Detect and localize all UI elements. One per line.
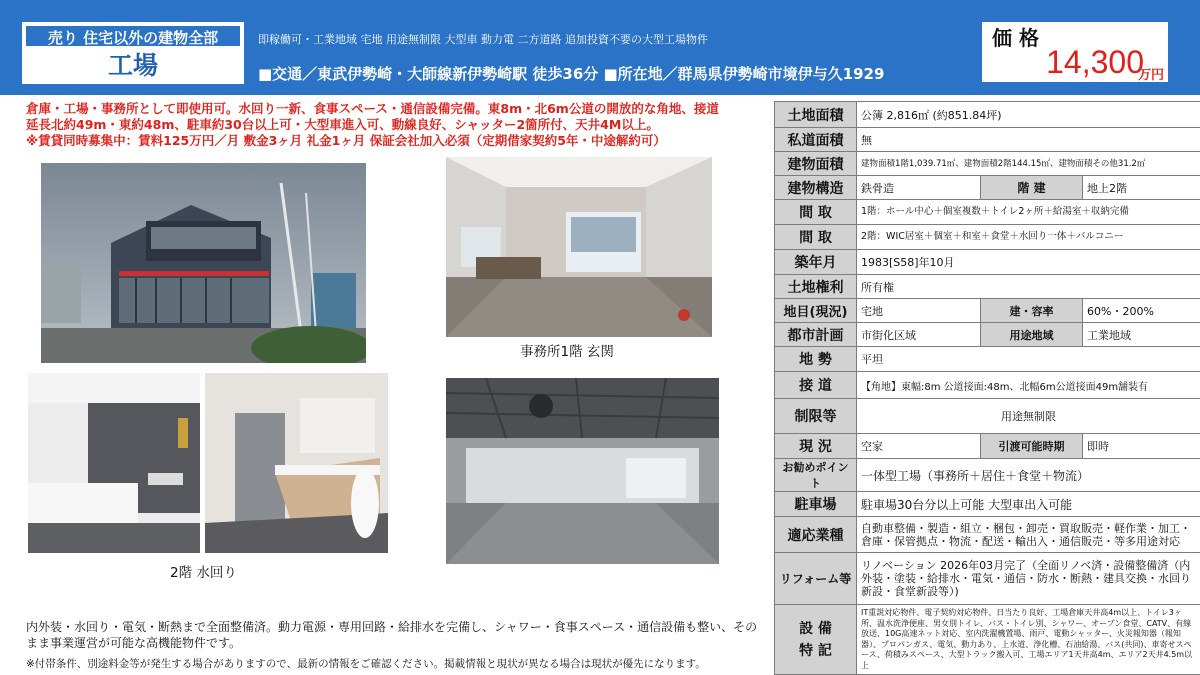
spec-label-parking: 駐車場 [775, 492, 857, 517]
spec-label-recommend: お勧めポイント [775, 459, 857, 492]
spec-layout-1: 1階：ホール中心＋個室複数＋トイレ2ヶ所＋給湯室＋収納完備 [857, 200, 1200, 225]
spec-road: 【角地】東幅:8m 公道接面:48m、北幅6m公道接面49m舗装有 [857, 372, 1200, 399]
spec-parking: 駐車場30台分以上可能 大型車出入可能 [857, 492, 1200, 517]
spec-floors: 地上2階 [1083, 176, 1200, 200]
spec-industry: 自動車整備・製造・組立・梱包・卸売・買取販売・軽作業・加工・倉庫・保管拠点・物流・配送・輸出入・通信販売・等多用途対応 [857, 517, 1200, 553]
spec-recommend: 一体型工場（事務所＋居住＋食堂＋物流） [857, 459, 1200, 492]
spec-label-building-area: 建物面積 [775, 152, 857, 176]
spec-built: 1983[S58]年10月 [857, 250, 1200, 275]
spec-private-road: 無 [857, 128, 1200, 152]
spec-label-status: 現 況 [775, 434, 857, 459]
header-bar [0, 0, 1200, 95]
price-unit: 万円 [1138, 64, 1164, 83]
caption-entrance: 事務所1階 玄関 [520, 340, 614, 360]
intro-line-1: 倉庫・工場・事務所として即使用可。水回り一新、食事スペース・通信設備完備。東8m・北6m公道の開放的な角地、接道 [26, 101, 766, 117]
spec-building-area: 建物面積1階1,039.71㎡、建物面積2階144.15㎡、建物面積その他31.2㎡ [857, 152, 1200, 176]
spec-label-equipment: 設 備 特 記 [775, 605, 857, 675]
spec-handover: 即時 [1083, 434, 1200, 459]
spec-table [774, 101, 1200, 675]
spec-structure: 鉄骨造 [857, 176, 981, 200]
spec-status: 空家 [857, 434, 981, 459]
spec-reform: リノベーション 2026年03月完了（全面リノベ済・設備整備済（内外装・塗装・給排水・電気・通信・防水・断熱・建具交換・水回り新設・食堂新設等）) [857, 553, 1200, 605]
spec-terrain: 平坦 [857, 347, 1200, 372]
price-label: 価 格 [992, 22, 1039, 51]
bottom-description: 内外装・水回り・電気・断熱まで全面整備済。動力電源・専用回路・給排水を完備し、シャワー・食事スペース・通信設備も整い、そのまま事業運営が可能な高機能物件です。 [26, 619, 766, 651]
spec-label-terrain: 地 勢 [775, 347, 857, 372]
header-access: ■交通／東武伊勢崎・大師線新伊勢崎駅 徒歩36分 ■所在地／群馬県伊勢崎市境伊与久1929 [258, 63, 884, 84]
spec-label-road: 接 道 [775, 372, 857, 399]
price-value: 14,300 [1046, 44, 1144, 81]
spec-label-private-road: 私道面積 [775, 128, 857, 152]
intro-line-3: ※賃貸同時募集中：賃料125万円／月 敷金3ヶ月 礼金1ヶ月 保証会社加入必須（定期借家契約5年・中途解約可） [26, 133, 766, 149]
price-box [982, 22, 1168, 82]
photo-factory [446, 378, 719, 564]
spec-layout-2: 2階：WIC居室＋個室＋和室＋食堂＋水回り一体＋バルコニー [857, 225, 1200, 250]
photo-exterior [41, 163, 366, 363]
spec-label-land-area: 土地面積 [775, 102, 857, 128]
spec-label-reform: リフォーム等 [775, 553, 857, 605]
spec-label-restriction: 制限等 [775, 399, 857, 434]
spec-label-floors: 階 建 [981, 176, 1083, 200]
spec-label-industry: 適応業種 [775, 517, 857, 553]
spec-label-layout-1: 間 取 [775, 200, 857, 225]
spec-label-handover: 引渡可能時期 [981, 434, 1083, 459]
footnote: ※付帯条件、別途料金等が発生する場合がありますので、最新の情報をご確認ください。掲載情報と現状が異なる場合は現状が優先になります。 [26, 656, 706, 671]
category-box [22, 22, 244, 84]
category-top: 売り 住宅以外の建物全部 [24, 24, 242, 48]
spec-label-structure: 建物構造 [775, 176, 857, 200]
spec-restriction: 用途無制限 [857, 399, 1200, 434]
spec-land-right: 所有権 [857, 275, 1200, 299]
photo-kitchen [205, 373, 388, 553]
photo-entrance [446, 157, 712, 337]
photo-bathroom [28, 373, 200, 553]
spec-label-land-category: 地目(現況) [775, 299, 857, 323]
spec-label-zoning: 用途地域 [981, 323, 1083, 347]
caption-water: 2階 水回り [170, 561, 237, 581]
spec-label-city-plan: 都市計画 [775, 323, 857, 347]
spec-label-coverage: 建・容率 [981, 299, 1083, 323]
category-main: 工場 [24, 48, 242, 84]
spec-coverage: 60%・200% [1083, 299, 1200, 323]
spec-land-area: 公簿 2,816㎡ (約851.84坪) [857, 102, 1200, 128]
spec-label-land-right: 土地権利 [775, 275, 857, 299]
spec-label-built: 築年月 [775, 250, 857, 275]
spec-zoning: 工業地域 [1083, 323, 1200, 347]
spec-city-plan: 市街化区域 [857, 323, 981, 347]
spec-label-layout-2: 間 取 [775, 225, 857, 250]
intro-line-2: 延長北約49m・東約48m、駐車約30台以上可・大型車進入可、動線良好、シャッター2箇所付、天井4M以上。 [26, 117, 766, 133]
spec-equipment: IT重説対応物件、電子契約対応物件、日当たり良好、工場倉庫天井高4m以上、トイレ3ヶ所、温水洗浄便座、男女別トイレ、バス・トイレ別、シャワー、オープン食堂、CATV、有線放送、10G高速ネット対応、室内洗濯機置場、雨戸、電動シャッター、火災報知器（報知器）、プロパンガス、電気、動力あり、上水道、浄化槽、石油給湯、バス(共同)、車寄せスペース、荷積みスペース、大型トラック搬入可、工場エリア1天井高4m、エリア2天井4.5m以上 [857, 605, 1200, 675]
spec-land-category: 宅地 [857, 299, 981, 323]
intro-text [26, 101, 766, 149]
header-subtitle: 即稼働可・工業地域 宅地 用途無制限 大型車 動力電 二方道路 追加投資不要の大型工場物件 [258, 31, 708, 47]
